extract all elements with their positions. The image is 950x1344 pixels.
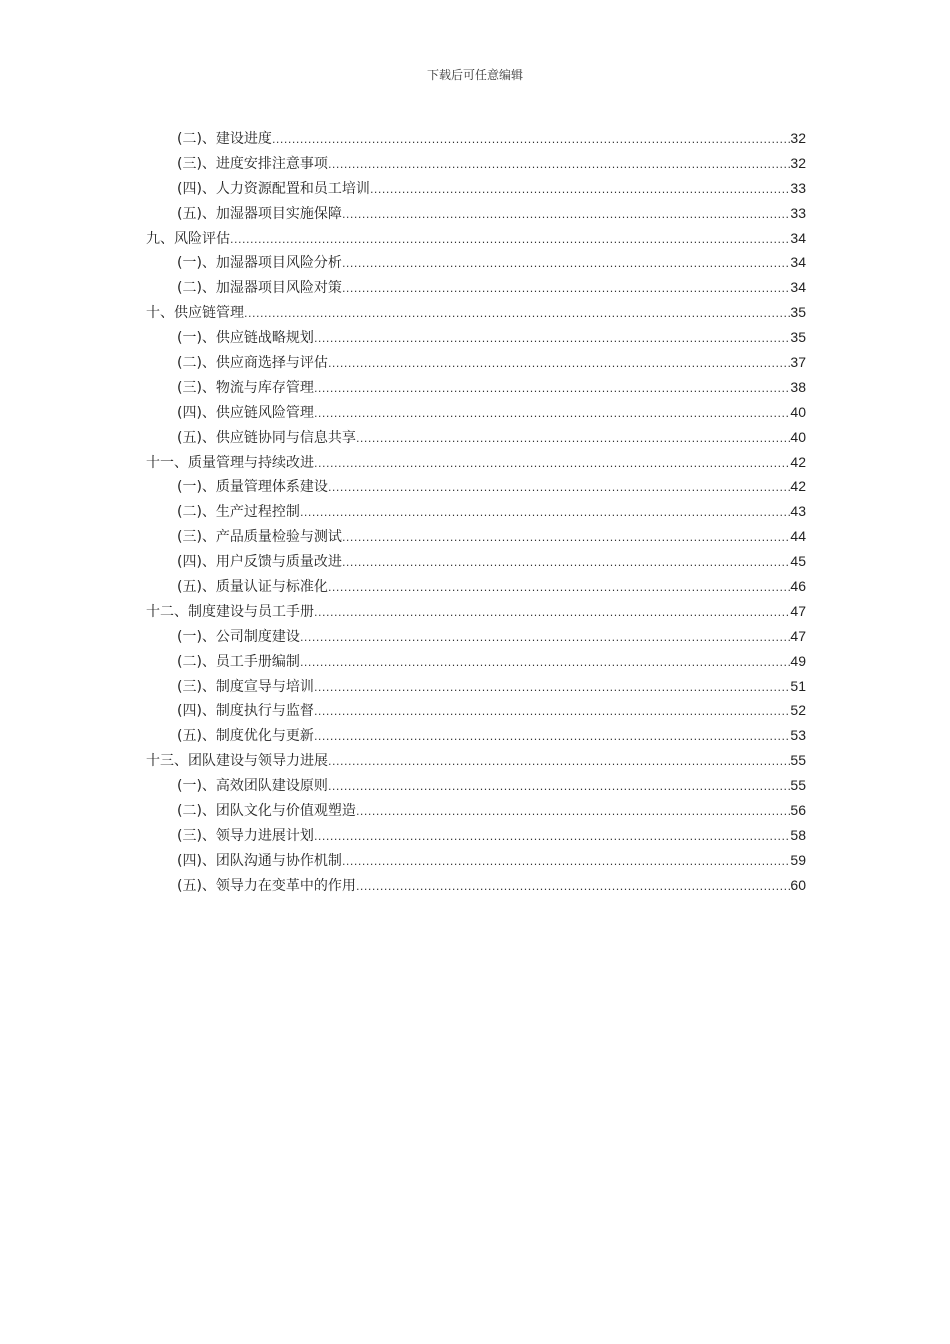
toc-dot-leader [342,850,790,875]
toc-dot-leader [314,402,790,427]
toc-entry-title: (五)、加湿器项目实施保障 [177,205,342,222]
toc-section-entry[interactable] [146,773,806,798]
toc-entry-page-number: 32 [790,130,806,146]
toc-dot-leader [342,526,790,551]
toc-section-entry[interactable] [146,151,806,176]
toc-entry-page-number: 49 [790,652,806,669]
toc-entry-page-number: 43 [790,503,806,520]
toc-entry-page-number: 56 [790,802,806,819]
page-header: 下载后可任意编辑 [426,68,523,82]
toc-dot-leader [314,676,790,701]
toc-dot-leader [300,501,790,526]
toc-entry-title: (二)、生产过程控制 [177,504,300,521]
toc-dot-leader [314,825,790,850]
toc-section-entry[interactable] [146,823,806,848]
toc-section-entry[interactable] [146,275,806,300]
toc-entry-title: (一)、供应链战略规划 [177,330,314,347]
toc-dot-leader [342,203,790,228]
toc-section-entry[interactable] [146,325,806,350]
toc-entry-title: (一)、质量管理体系建设 [177,479,328,496]
toc-entry-page-number: 47 [790,627,806,644]
toc-section-entry[interactable] [146,126,806,151]
toc-dot-leader [314,601,790,626]
toc-section-entry[interactable] [146,873,806,898]
toc-entry-page-number: 34 [790,279,806,296]
toc-entry-page-number: 53 [790,727,806,744]
toc-entry-title: (五)、领导力在变革中的作用 [177,877,356,894]
toc-entry-title: 十二、制度建设与员工手册 [146,603,314,620]
toc-entry-title: (四)、供应链风险管理 [177,404,314,421]
toc-section-entry[interactable] [146,499,806,524]
toc-entry-page-number: 35 [790,304,806,321]
toc-entry-title: (三)、进度安排注意事项 [177,155,328,172]
toc-entry-page-number: 32 [790,154,806,171]
toc-entry-page-number: 37 [790,354,806,371]
toc-chapter-entry[interactable] [146,300,806,325]
toc-dot-leader [314,327,790,352]
toc-entry-page-number: 47 [790,602,806,619]
toc-chapter-entry[interactable] [146,226,806,251]
toc-dot-leader [230,228,790,253]
toc-section-entry[interactable] [146,698,806,723]
toc-dot-leader [314,725,790,750]
toc-entry-title: (五)、质量认证与标准化 [177,579,328,596]
toc-entry-title: (三)、产品质量检验与测试 [177,529,342,546]
toc-chapter-entry[interactable] [146,450,806,475]
toc-entry-title: (二)、团队文化与价值观塑造 [177,803,356,820]
toc-section-entry[interactable] [146,250,806,275]
toc-entry-title: (一)、公司制度建设 [177,628,300,645]
toc-section-entry[interactable] [146,201,806,226]
toc-entry-title: (三)、物流与库存管理 [177,379,314,396]
toc-dot-leader [356,427,790,452]
toc-entry-page-number: 45 [790,553,806,570]
toc-entry-page-number: 34 [790,254,806,271]
toc-entry-title: (一)、加湿器项目风险分析 [177,255,342,272]
toc-dot-leader [314,700,790,725]
toc-section-entry[interactable] [146,350,806,375]
toc-dot-leader [328,352,790,377]
toc-dot-leader [342,277,790,302]
toc-entry-title: 十三、团队建设与领导力进展 [146,753,328,770]
toc-dot-leader [356,875,790,900]
toc-entry-page-number: 55 [790,752,806,769]
toc-dot-leader [244,302,790,327]
toc-section-entry[interactable] [146,176,806,201]
toc-section-entry[interactable] [146,400,806,425]
toc-entry-page-number: 58 [790,826,806,843]
toc-dot-leader [356,800,790,825]
toc-entry-title: (三)、领导力进展计划 [177,827,314,844]
toc-entry-page-number: 51 [790,677,806,694]
toc-section-entry[interactable] [146,574,806,599]
toc-dot-leader [300,651,790,676]
toc-dot-leader [328,476,790,501]
toc-entry-page-number: 33 [790,179,806,196]
toc-entry-title: (四)、制度执行与监督 [177,703,314,720]
toc-section-entry[interactable] [146,549,806,574]
toc-entry-title: 十、供应链管理 [146,305,244,322]
toc-entry-page-number: 42 [790,453,806,470]
toc-section-entry[interactable] [146,798,806,823]
toc-entry-title: (一)、高效团队建设原则 [177,778,328,795]
toc-entry-page-number: 59 [790,851,806,868]
toc-entry-page-number: 40 [790,403,806,420]
toc-dot-leader [370,178,790,203]
toc-section-entry[interactable] [146,624,806,649]
toc-dot-leader [300,626,790,651]
toc-entry-title: (四)、用户反馈与质量改进 [177,554,342,571]
toc-entry-page-number: 44 [790,528,806,545]
toc-section-entry[interactable] [146,649,806,674]
toc-dot-leader [272,128,790,153]
toc-entry-page-number: 38 [790,378,806,395]
toc-entry-page-number: 42 [790,478,806,495]
toc-section-entry[interactable] [146,723,806,748]
toc-entry-page-number: 60 [790,876,806,893]
toc-entry-page-number: 46 [790,578,806,595]
toc-dot-leader [328,153,790,178]
toc-entry-title: 九、风险评估 [146,230,230,247]
toc-entry-title: (五)、供应链协同与信息共享 [177,429,356,446]
toc-entry-title: 十一、质量管理与持续改进 [146,454,314,471]
table-of-contents [146,126,806,898]
toc-section-entry[interactable] [146,474,806,499]
toc-entry-page-number: 40 [790,428,806,445]
toc-section-entry[interactable] [146,674,806,699]
toc-entry-title: (二)、加湿器项目风险对策 [177,280,342,297]
toc-entry-title: (四)、团队沟通与协作机制 [177,852,342,869]
toc-chapter-entry[interactable] [146,599,806,624]
toc-entry-title: (三)、制度宣导与培训 [177,678,314,695]
toc-entry-page-number: 33 [790,204,806,221]
toc-dot-leader [314,452,790,477]
toc-entry-title: (五)、制度优化与更新 [177,728,314,745]
toc-chapter-entry[interactable] [146,748,806,773]
toc-entry-title: (四)、人力资源配置和员工培训 [177,180,370,197]
toc-entry-page-number: 55 [790,777,806,794]
toc-section-entry[interactable] [146,375,806,400]
toc-dot-leader [328,775,790,800]
toc-entry-title: (二)、供应商选择与评估 [177,355,328,372]
toc-section-entry[interactable] [146,524,806,549]
toc-dot-leader [342,551,790,576]
toc-entry-page-number: 52 [790,702,806,719]
toc-dot-leader [328,750,790,775]
toc-entry-page-number: 34 [790,229,806,246]
toc-dot-leader [342,252,790,277]
toc-entry-title: (二)、员工手册编制 [177,653,300,670]
toc-entry-title: (二)、建设进度 [177,131,272,147]
toc-entry-page-number: 35 [790,329,806,346]
toc-section-entry[interactable] [146,425,806,450]
toc-dot-leader [328,576,790,601]
toc-dot-leader [314,377,790,402]
toc-section-entry[interactable] [146,848,806,873]
